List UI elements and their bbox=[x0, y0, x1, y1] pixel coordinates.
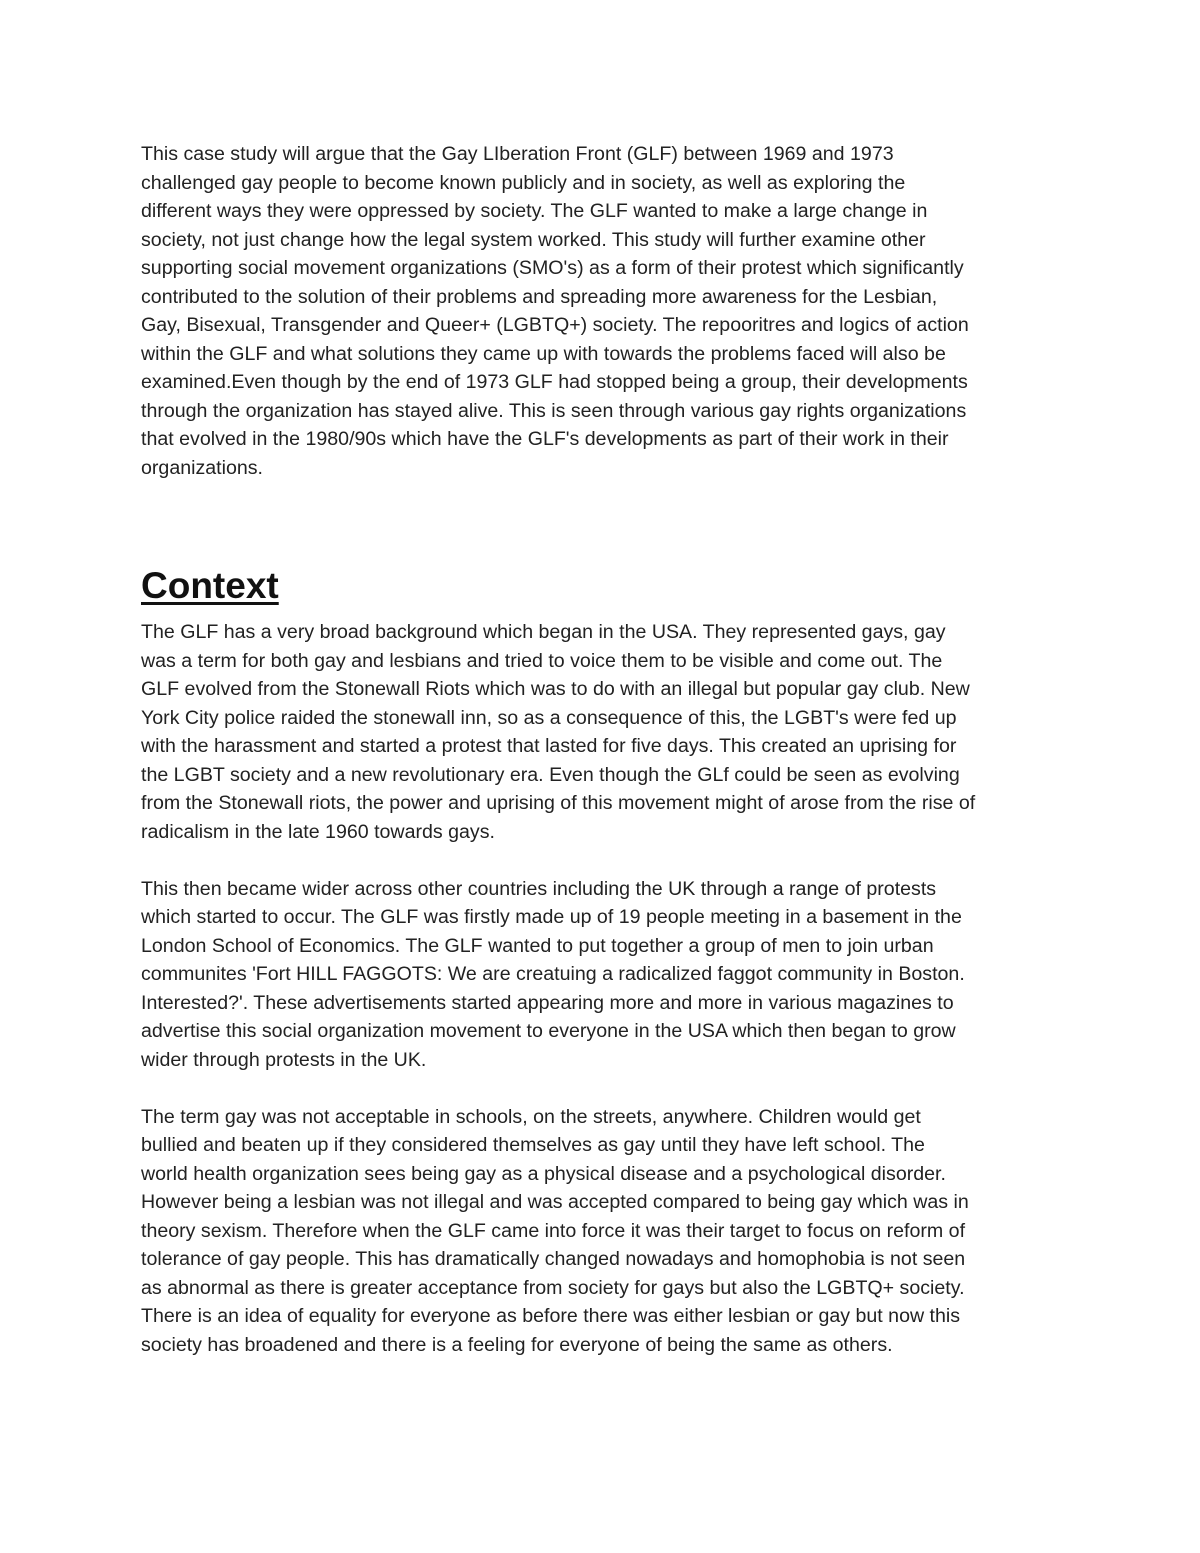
text-line: with the harassment and started a protest that lasted for five days. This created an uprising for bbox=[141, 735, 957, 757]
text-line: contributed to the solution of their problems and spreading more awareness for the Lesbian, bbox=[141, 285, 938, 308]
text-line: The term gay was not acceptable in schools, on the streets, anywhere. Children would get bbox=[141, 1105, 921, 1128]
text-line: supporting social movement organizations (SMO's) as a form of their protest which significantly bbox=[141, 257, 964, 279]
text-line: GLF evolved from the Stonewall Riots which was to do with an illegal but popular gay club. New bbox=[141, 678, 970, 700]
text-line: organizations. bbox=[141, 456, 263, 479]
text-line: through the organization has stayed alive. This is seen through various gay rights organizations bbox=[141, 399, 967, 422]
intro-paragraph bbox=[141, 140, 1071, 482]
text-line: bullied and beaten up if they considered themselves as gay until they have left school. The bbox=[141, 1134, 925, 1156]
text-line: The GLF has a very broad background which began in the USA. They represented gays, gay bbox=[141, 621, 946, 643]
context-paragraph-1 bbox=[141, 618, 1071, 846]
text-line: radicalism in the late 1960 towards gays. bbox=[141, 820, 495, 843]
context-paragraph-2 bbox=[141, 875, 1071, 1075]
section-heading-context: Context bbox=[141, 565, 279, 606]
text-line: different ways they were oppressed by society. The GLF wanted to make a large change in bbox=[141, 200, 928, 222]
text-line: London School of Economics. The GLF wanted to put together a group of men to join urban bbox=[141, 934, 934, 957]
text-line: that evolved in the 1980/90s which have the GLF's developments as part of their work in their bbox=[141, 428, 949, 450]
text-line: which started to occur. The GLF was firstly made up of 19 people meeting in a basement in the bbox=[141, 906, 962, 928]
text-line: This case study will argue that the Gay LIberation Front (GLF) between 1969 and 1973 bbox=[141, 143, 894, 165]
text-line: tolerance of gay people. This has dramatically changed nowadays and homophobia is not seen bbox=[141, 1248, 966, 1270]
text-line: was a term for both gay and lesbians and tried to voice them to be visible and come out. The bbox=[141, 649, 943, 672]
text-line: Interested?'. These advertisements started appearing more and more in various magazines to bbox=[141, 991, 954, 1014]
text-line: society has broadened and there is a feeling for everyone of being the same as others. bbox=[141, 1333, 893, 1356]
document-body bbox=[141, 140, 1071, 1359]
text-line: This then became wider across other countries including the UK through a range of protests bbox=[141, 877, 937, 900]
context-paragraph-3 bbox=[141, 1103, 1071, 1360]
text-line: However being a lesbian was not illegal and was accepted compared to being gay which was in bbox=[141, 1191, 969, 1213]
text-line: within the GLF and what solutions they came up with towards the problems faced will also be bbox=[141, 342, 946, 365]
text-line: advertise this social organization movement to everyone in the USA which then began to grow bbox=[141, 1020, 956, 1042]
text-line: Gay, Bisexual, Transgender and Queer+ (LGBTQ+) society. The repooritres and logics of action bbox=[141, 314, 969, 336]
text-line: society, not just change how the legal system worked. This study will further examine other bbox=[141, 228, 926, 251]
text-line: communites 'Fort HILL FAGGOTS: We are creatuing a radicalized faggot community in Boston. bbox=[141, 963, 965, 985]
text-line: wider through protests in the UK. bbox=[141, 1048, 427, 1071]
text-line: world health organization sees being gay as a physical disease and a psychological disorder. bbox=[141, 1162, 946, 1185]
text-line: There is an idea of equality for everyone as before there was either lesbian or gay but now this bbox=[141, 1305, 961, 1327]
text-line: examined.Even though by the end of 1973 GLF had stopped being a group, their developments bbox=[141, 371, 968, 393]
text-line: from the Stonewall riots, the power and uprising of this movement might of arose from the rise of bbox=[141, 792, 976, 814]
text-line: the LGBT society and a new revolutionary era. Even though the GLf could be seen as evolving bbox=[141, 763, 960, 786]
text-line: challenged gay people to become known publicly and in society, as well as exploring the bbox=[141, 171, 906, 194]
text-line: as abnormal as there is greater acceptance from society for gays but also the LGBTQ+ society. bbox=[141, 1276, 965, 1299]
text-line: York City police raided the stonewall inn, so as a consequence of this, the LGBT's were fed up bbox=[141, 706, 957, 729]
text-line: theory sexism. Therefore when the GLF came into force it was their target to focus on reform of bbox=[141, 1219, 966, 1242]
